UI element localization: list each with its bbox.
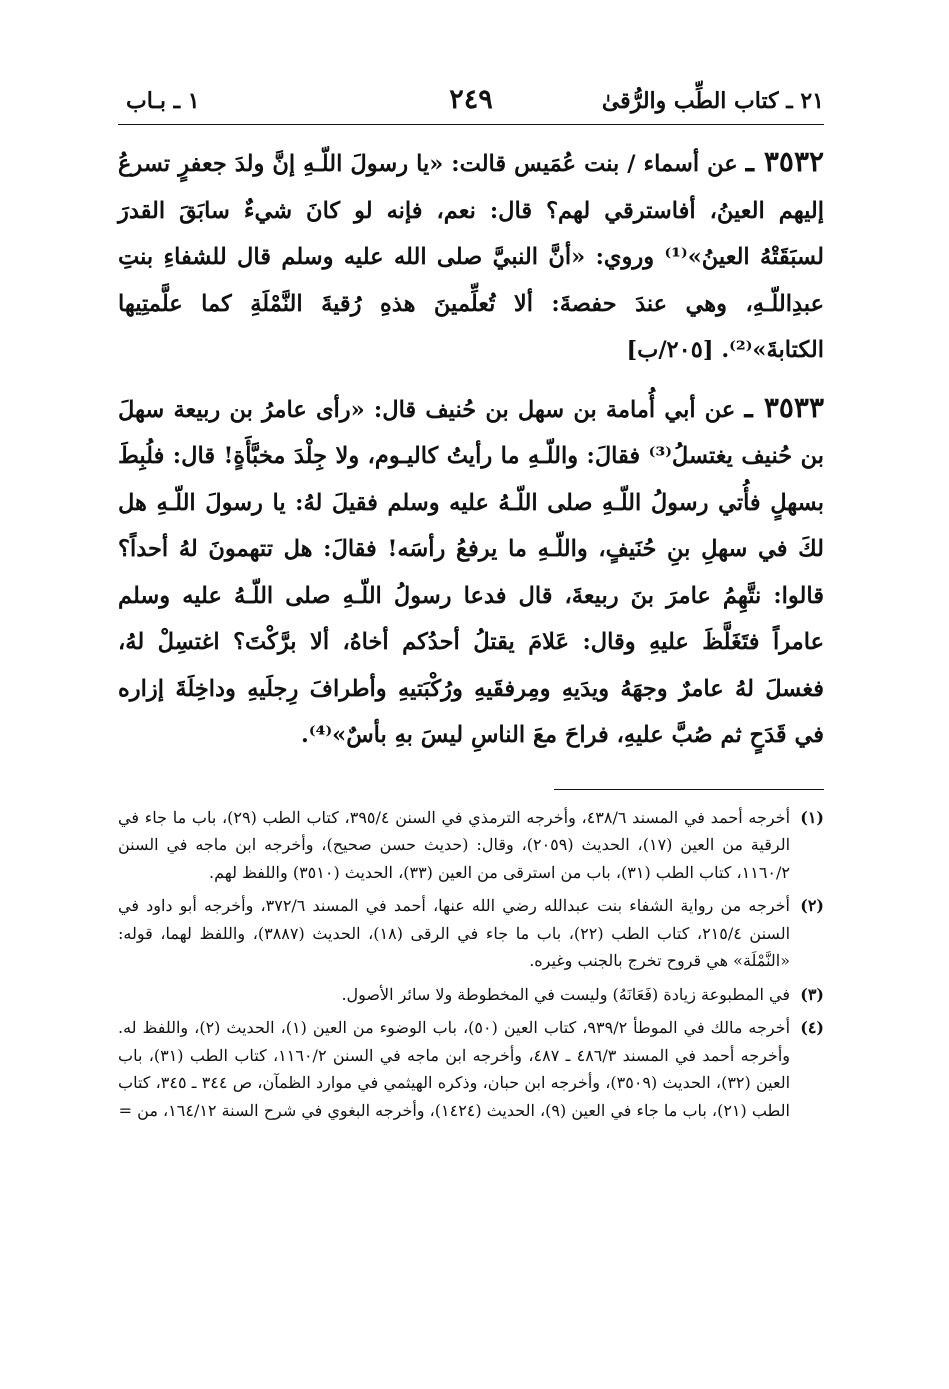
footnote-text: في المطبوعة زيادة (فَعَانَهُ) وليست في المخطوطة ولا سائر الأصول.: [341, 984, 790, 1004]
footnote-marker: (٣): [800, 984, 824, 1004]
footnote-marker: (٤): [800, 1018, 824, 1037]
chapter-title: ٢١ ـ كتاب الطِّب والرُّقىٰ: [601, 88, 824, 114]
book-page: [118, 84, 824, 1130]
hadith-number: ٣٥٣٢ ـ: [745, 145, 825, 178]
footnote-marker: (٢): [800, 896, 824, 915]
page-number: ٢٤٩: [449, 84, 493, 115]
manuscript-folio-marker: [٢٠٥/ب]: [626, 337, 714, 363]
hadith-number: ٣٥٣٣ ـ: [744, 390, 824, 424]
footnote-text: أخرجه أحمد في المسند ٤٣٨/٦، وأخرجه الترمذي في السنن ٣٩٥/٤، كتاب الطب (٢٩)، باب ما جاء في الرقية من العين (١٧)، الحديث (٢٠٥٩)، وقال: (حديث حسن صحيح)، وأخرجه ابن ماجه في السنن ١١٦٠/٢، كتاب الطب (٣١)، باب من استرقى من العين (٣٣)، الحديث (٣٥١٠) واللفظ لهم.: [118, 807, 791, 882]
footnote-divider: [554, 789, 824, 790]
hadith-3533: [118, 385, 824, 759]
footnote-item: [118, 892, 824, 975]
footnote-marker: (١): [800, 807, 824, 827]
footnote-item: [118, 1014, 824, 1124]
main-text: [118, 139, 824, 759]
hadith-text: عن أسماء / بنت عُمَيس قالت: «يا رسولَ اللّـهِ إنَّ ولدَ جعفرٍ تسرعُ إليهم العينُ، أفاسترقي لهم؟ قال: نعم، فإنه لو كانَ شيءٌ سابَقَ القدرَ لسبَقَتْهُ العينُ»⁽¹⁾ وروي: «أنَّ النبيَّ صلى الله عليه وسلم قال للشفاءِ بنتِ عبدِاللّـهِ، وهي عندَ حفصةَ: ألا تُعلِّمينَ هذهِ رُقيةَ النَّمْلَةِ كما علَّمتِيها الكتابةَ»⁽²⁾.: [118, 151, 824, 363]
footnote-item: [118, 804, 824, 887]
running-header: [118, 84, 824, 125]
footnotes: [118, 804, 824, 1125]
footnote-text: أخرجه من رواية الشفاء بنت عبدالله رضي الله عنها، أحمد في المسند ٣٧٢/٦، وأخرجه أبو داود في السنن ٢١٥/٤، كتاب الطب (٢٢)، باب ما جاء في الرقى (١٨)، الحديث (٣٨٨٧)، واللفظ لهما، قوله: «النَّمْلَة» هي قروح تخرج بالجنب وغيره.: [118, 896, 791, 970]
footnote-item: [118, 981, 824, 1009]
hadith-3532: [118, 139, 824, 374]
hadith-text: عن أبي أُمامة بن سهل بن حُنيف قال: «رأى عامرُ بن ربيعة سهلَ بن حُنيف يغتسلُ⁽³⁾ فقالَ: واللّـهِ ما رأيتُ كاليـوم، ولا جِلْدَ مخبَّأَةٍ! قال: فلُبِطَ بسهلٍ فأُتي رسولُ اللّـهِ صلى اللّـهُ عليه وسلم فقيلَ لهُ: يا رسولَ اللّـهِ هل لكَ في سهلِ بنِ حُنَيفٍ، واللّـهِ ما يرفعُ رأسَه! فقالَ: هل تتهمونَ لهُ أحداً؟ قالوا: نتَّهِمُ عامرَ بنَ ربيعةَ، قال فدعا رسولُ اللّـهِ صلى اللّـهُ عليه وسلم عامراً فتَغَلَّظَ عليهِ وقال: عَلامَ يقتلُ أحدُكم أخاهُ، ألا برَّكْتَ؟ اغتسِلْ لهُ، فغسلَ لهُ عامرٌ وجهَهُ ويدَيهِ ومِرفقَيهِ ورُكْبَتيهِ وأطرافَ رِجلَيهِ وداخِلَةَ إزاره في قَدَحٍ ثم صُبَّ عليهِ، فراحَ معَ الناسِ ليسَ بهِ بأسٌ»⁽⁴⁾.: [118, 396, 825, 748]
section-title: ١ ـ بـاب: [126, 88, 200, 114]
footnote-text: أخرجه مالك في الموطأ ٩٣٩/٢، كتاب العين (٥٠)، باب الوضوء من العين (١)، الحديث (٢)، واللفظ له. وأخرجه أحمد في المسند ٤٨٦/٣ ـ ٤٨٧، وأخرجه ابن ماجه في السنن ١١٦٠/٢، كتاب الطب (٣١)، باب العين (٣٢)، الحديث (٣٥٠٩)، وأخرجه ابن حبان، وذكره الهيثمي في موارد الظمآن، ص ٣٤٤ ـ ٣٤٥، كتاب الطب (٢١)، باب ما جاء في العين (٩)، الحديث (١٤٢٤)، وأخرجه البغوي في شرح السنة ١٦٤/١٢، من =: [118, 1018, 791, 1120]
